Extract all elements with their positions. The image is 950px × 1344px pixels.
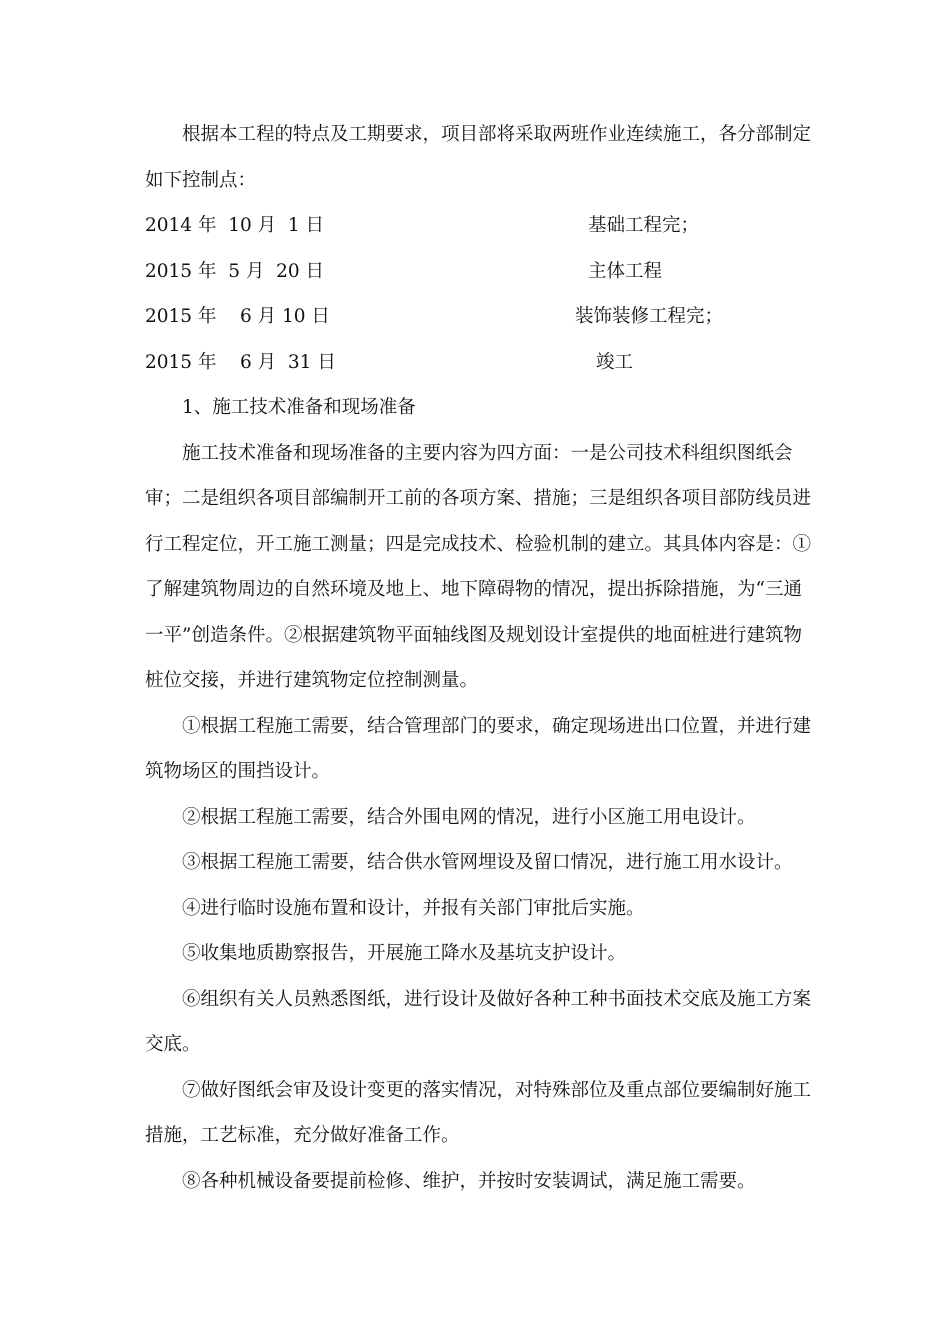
document-page bbox=[145, 112, 815, 1204]
body-paragraph: ③根据工程施工需要，结合供水管网埋设及留口情况，进行施工用水设计。 bbox=[182, 852, 793, 873]
body-paragraph: ⑥组织有关人员熟悉图纸，进行设计及做好各种工种书面技术交底及施工方案交底。 bbox=[145, 988, 812, 1055]
milestone-row bbox=[145, 340, 815, 386]
milestone-date: 2014 年 10 月 1 日 bbox=[145, 215, 325, 236]
body-paragraph: ②根据工程施工需要，结合外围电网的情况，进行小区施工用电设计。 bbox=[182, 806, 756, 828]
body-paragraph: ④进行临时设施布置和设计，并报有关部门审批后实施。 bbox=[182, 897, 645, 919]
milestone-event: 竣工 bbox=[596, 351, 634, 373]
body-paragraph: ①根据工程施工需要，结合管理部门的要求，确定现场进出口位置，并进行建筑物场区的围挡设计。 bbox=[145, 715, 812, 782]
milestone-row bbox=[145, 249, 815, 295]
body-paragraph: 施工技术准备和现场准备的主要内容为四方面：一是公司技术科组织图纸会审；二是组织各项目部编制开工前的各项方案、措施；三是组织各项目部防线员进行工程定位，开工施工测量；四是完成技术、检验机制的建立。其具体内容是：①了解建筑物周边的自然环境及地上、地下障碍物的情况，提出拆除措施，为“三通一平”创造条件。②根据建筑物平面轴线图及规划设计室提供的地面桩进行建筑物桩位交接，并进行建筑物定位控制测量。 bbox=[145, 442, 812, 691]
body-paragraph: ⑦做好图纸会审及设计变更的落实情况，对特殊部位及重点部位要编制好施工措施，工艺标准，充分做好准备工作。 bbox=[145, 1079, 812, 1146]
milestone-event: 主体工程 bbox=[588, 260, 663, 282]
milestone-event: 基础工程完； bbox=[588, 215, 700, 236]
milestone-date: 2015 年 6 月 31 日 bbox=[145, 351, 336, 373]
body-paragraph: ⑧各种机械设备要提前检修、维护，并按时安装调试，满足施工需要。 bbox=[182, 1170, 756, 1192]
section-heading: 1、施工技术准备和现场准备 bbox=[182, 397, 416, 418]
milestone-row bbox=[145, 294, 815, 340]
intro-paragraph: 根据本工程的特点及工期要求，项目部将采取两班作业连续施工，各分部制定如下控制点： bbox=[145, 124, 812, 191]
milestone-event: 装饰装修工程完； bbox=[575, 306, 724, 327]
body-paragraph: ⑤收集地质勘察报告，开展施工降水及基坑支护设计。 bbox=[182, 943, 627, 964]
milestone-date: 2015 年 5 月 20 日 bbox=[145, 260, 325, 282]
milestone-date: 2015 年 6 月 10 日 bbox=[145, 306, 330, 327]
milestone-row bbox=[145, 203, 815, 249]
milestone-list bbox=[145, 203, 815, 385]
